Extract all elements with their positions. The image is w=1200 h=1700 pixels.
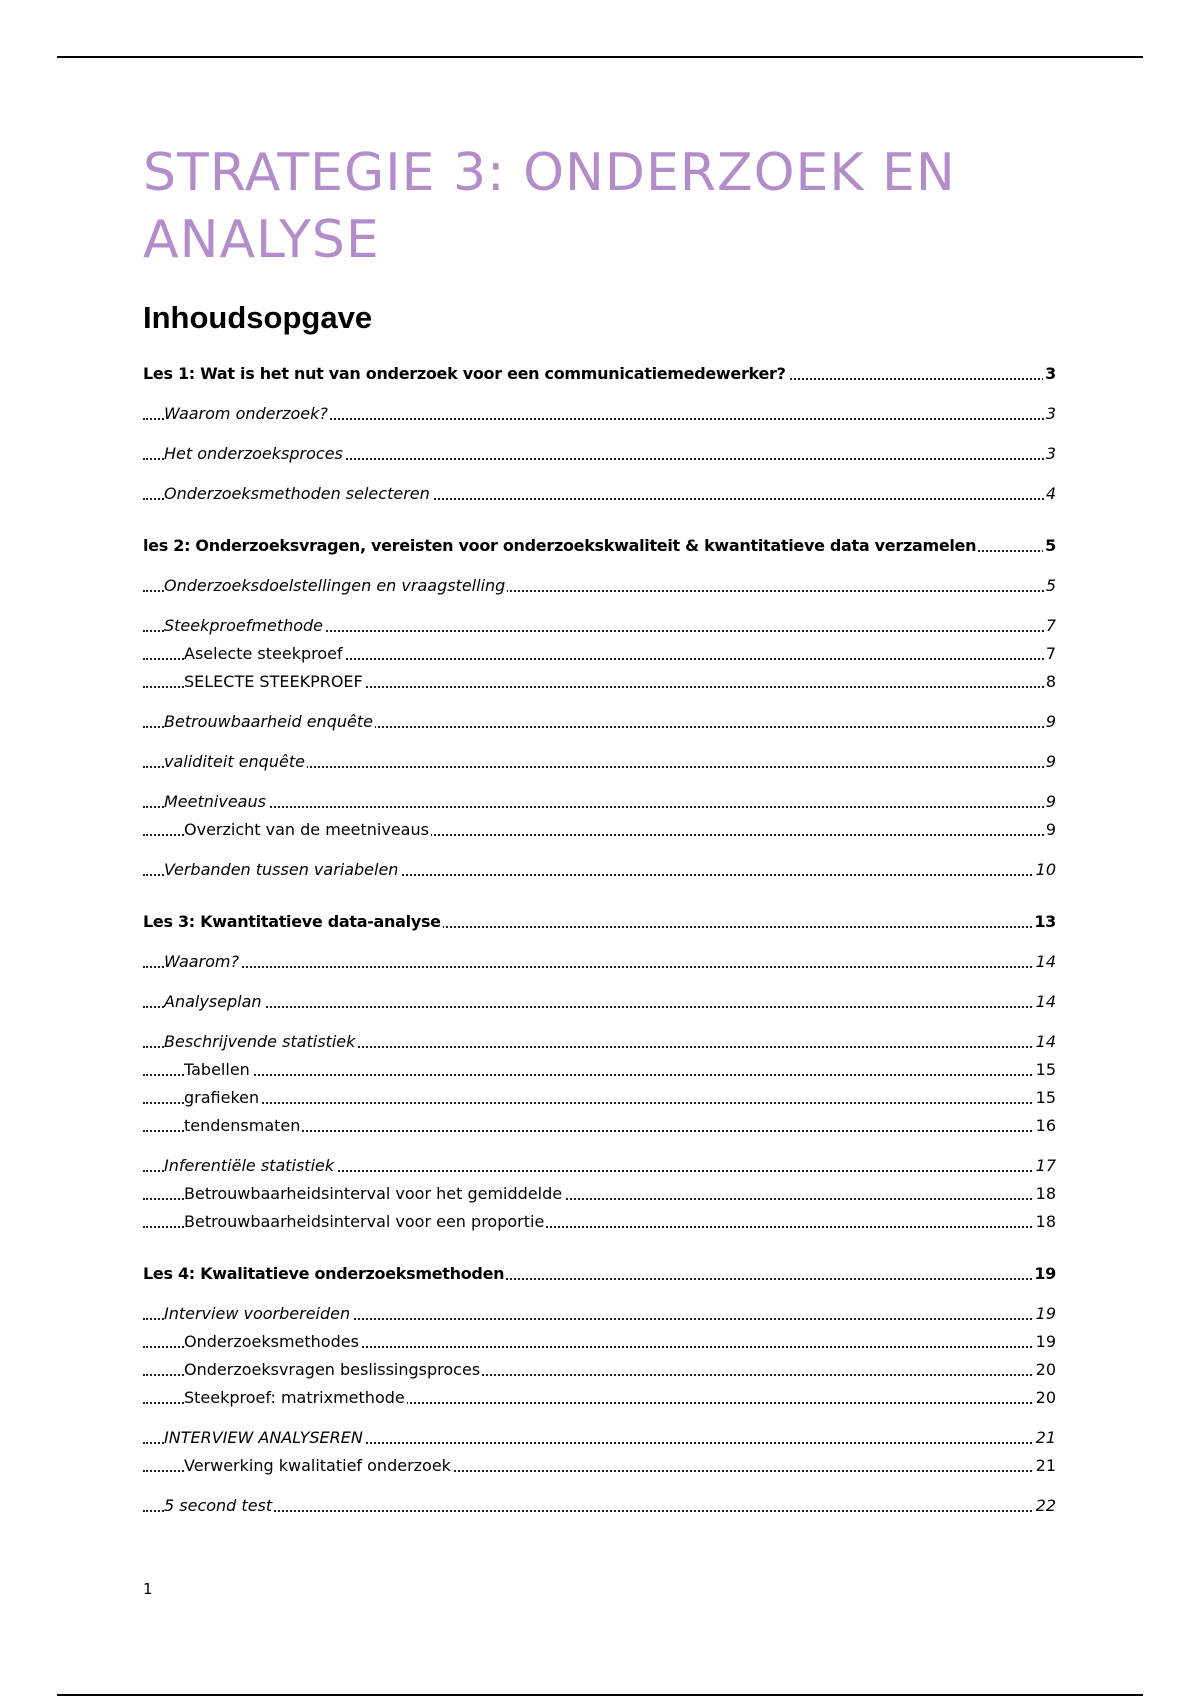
toc-entry-label: Waarom? [164,948,241,976]
table-of-contents [143,360,1056,1520]
toc-entry-page: 3 [1044,440,1056,468]
toc-entry-label: Interview voorbereiden [164,1300,352,1328]
toc-entry-level-1[interactable] [143,360,1056,388]
toc-entry-page: 3 [1043,360,1056,388]
toc-entry-label: Steekproef: matrixmethode [184,1384,407,1412]
toc-entry-page: 4 [1044,480,1056,508]
toc-entry-label: tendensmaten [184,1112,302,1140]
toc-entry-page: 15 [1034,1056,1056,1084]
toc-entry-label: Beschrijvende statistiek [164,1028,357,1056]
toc-entry-page: 8 [1044,668,1056,696]
toc-entry-level-2[interactable] [143,1424,1056,1452]
toc-entry-page: 20 [1034,1356,1056,1384]
toc-entry-page: 3 [1044,400,1056,428]
toc-entry-page: 15 [1034,1084,1056,1112]
toc-entry-page: 7 [1044,640,1056,668]
toc-entry-level-2[interactable] [143,572,1056,600]
toc-entry-page: 5 [1044,572,1056,600]
toc-entry-level-2[interactable] [143,788,1056,816]
toc-entry-page: 18 [1034,1208,1056,1236]
toc-entry-level-3[interactable] [143,1356,1056,1384]
toc-entry-level-3[interactable] [143,1084,1056,1112]
footer-rule [57,1694,1143,1696]
toc-entry-level-2[interactable] [143,948,1056,976]
toc-entry-label: INTERVIEW ANALYSEREN [164,1424,365,1452]
toc-section-gap [143,884,1056,896]
toc-entry-label: Aselecte steekproef [184,640,345,668]
toc-entry-page: 19 [1034,1328,1056,1356]
toc-entry-page: 5 [1043,532,1056,560]
page-number: 1 [143,1580,153,1598]
toc-entry-page: 14 [1034,948,1056,976]
toc-entry-label: Meetniveaus [164,788,268,816]
toc-entry-level-2[interactable] [143,480,1056,508]
document-title: STRATEGIE 3: ONDERZOEK EN ANALYSE [143,143,956,270]
toc-entry-page: 20 [1034,1384,1056,1412]
header-rule [57,56,1143,58]
toc-entry-label: 5 second test [164,1492,274,1520]
toc-entry-page: 19 [1034,1300,1056,1328]
toc-entry-page: 10 [1034,856,1056,884]
toc-entry-label: Betrouwbaarheid enquête [164,708,375,736]
toc-entry-level-2[interactable] [143,988,1056,1016]
toc-entry-level-2[interactable] [143,1492,1056,1520]
toc-entry-level-3[interactable] [143,1056,1056,1084]
toc-entry-page: 21 [1034,1452,1056,1480]
toc-entry-label: grafieken [184,1084,261,1112]
toc-entry-level-2[interactable] [143,1300,1056,1328]
toc-entry-label: les 2: Onderzoeksvragen, vereisten voor onderzoekskwaliteit & kwantitatieve data verzamelen [143,532,978,560]
toc-entry-page: 13 [1032,908,1056,936]
toc-entry-level-2[interactable] [143,1152,1056,1180]
toc-entry-page: 9 [1044,788,1056,816]
toc-entry-level-1[interactable] [143,908,1056,936]
toc-entry-page: 9 [1044,816,1056,844]
toc-entry-label: Onderzoeksdoelstellingen en vraagstelling [164,572,507,600]
toc-entry-level-3[interactable] [143,668,1056,696]
toc-entry-label: Het onderzoeksproces [164,440,345,468]
toc-entry-label: Analyseplan [164,988,264,1016]
toc-entry-level-2[interactable] [143,708,1056,736]
toc-entry-label: Waarom onderzoek? [164,400,330,428]
toc-entry-level-2[interactable] [143,400,1056,428]
toc-entry-label: Onderzoeksvragen beslissingsproces [184,1356,482,1384]
toc-entry-level-3[interactable] [143,816,1056,844]
toc-entry-page: 19 [1032,1260,1056,1288]
toc-entry-page: 9 [1044,708,1056,736]
toc-entry-label: Verbanden tussen variabelen [164,856,400,884]
toc-entry-label: Betrouwbaarheidsinterval voor het gemiddelde [184,1180,564,1208]
toc-entry-level-2[interactable] [143,440,1056,468]
toc-entry-level-1[interactable] [143,1260,1056,1288]
toc-entry-label: Les 3: Kwantitatieve data-analyse [143,908,443,936]
toc-entry-page: 14 [1034,988,1056,1016]
toc-heading: Inhoudsopgave [143,300,373,335]
toc-entry-level-2[interactable] [143,612,1056,640]
page-content [143,140,1056,1520]
toc-entry-page: 21 [1034,1424,1056,1452]
toc-entry-label: Inferentiële statistiek [164,1152,336,1180]
toc-entry-level-3[interactable] [143,1180,1056,1208]
toc-entry-level-2[interactable] [143,856,1056,884]
toc-entry-label: Onderzoeksmethoden selecteren [164,480,432,508]
toc-entry-level-3[interactable] [143,1112,1056,1140]
toc-section-gap [143,508,1056,520]
toc-entry-label: Betrouwbaarheidsinterval voor een proportie [184,1208,546,1236]
toc-entry-label: Overzicht van de meetniveaus [184,816,431,844]
toc-entry-page: 18 [1034,1180,1056,1208]
toc-entry-page: 22 [1034,1492,1056,1520]
toc-entry-level-3[interactable] [143,1452,1056,1480]
toc-entry-page: 16 [1034,1112,1056,1140]
toc-entry-label: Onderzoeksmethodes [184,1328,361,1356]
toc-entry-page: 9 [1044,748,1056,776]
toc-entry-page: 14 [1034,1028,1056,1056]
toc-section-gap [143,1236,1056,1248]
toc-entry-label: Les 4: Kwalitatieve onderzoeksmethoden [143,1260,506,1288]
toc-entry-label: SELECTE STEEKPROEF [184,668,365,696]
toc-entry-page: 17 [1034,1152,1056,1180]
toc-entry-label: validiteit enquête [164,748,307,776]
toc-entry-label: Steekproefmethode [164,612,325,640]
toc-entry-level-1[interactable] [143,532,1056,560]
toc-entry-level-3[interactable] [143,1208,1056,1236]
toc-entry-level-3[interactable] [143,1328,1056,1356]
toc-entry-label: Verwerking kwalitatief onderzoek [184,1452,453,1480]
toc-entry-level-2[interactable] [143,748,1056,776]
toc-entry-level-3[interactable] [143,1384,1056,1412]
toc-entry-level-3[interactable] [143,640,1056,668]
toc-entry-label: Tabellen [184,1056,252,1084]
toc-entry-label: Les 1: Wat is het nut van onderzoek voor een communicatiemedewerker? [143,360,788,388]
toc-entry-page: 7 [1044,612,1056,640]
toc-entry-level-2[interactable] [143,1028,1056,1056]
